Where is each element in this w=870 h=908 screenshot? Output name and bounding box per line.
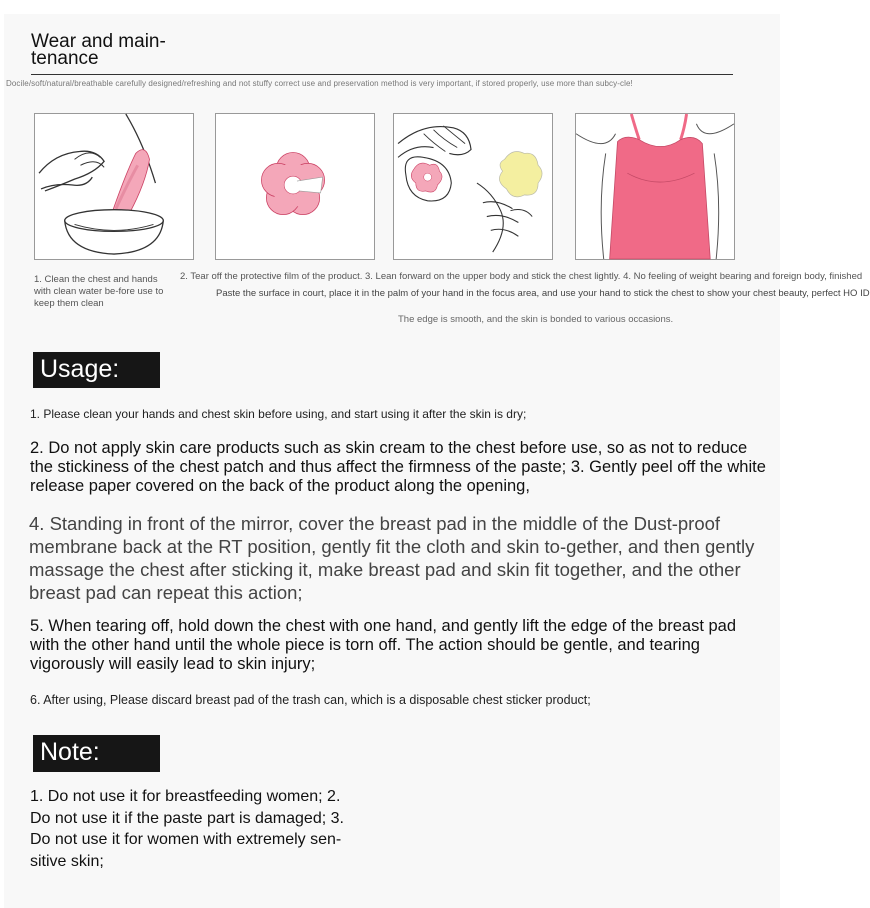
pink-top-image [576, 114, 734, 259]
step-2-illustration [215, 113, 375, 260]
page-title: Wear and main- tenance [31, 31, 166, 69]
step-1-caption: 1. Clean the chest and hands with clean water be-fore use to keep them clean [34, 274, 164, 309]
note-heading: Note: [33, 735, 160, 772]
usage-step-5: 5. When tearing off, hold down the chest with one hand, and gently lift the edge of the breast pad with the other hand until the whole piece is torn off. The action should be gentle, and tearing vigorously will easily lead to skin injury; [30, 617, 737, 673]
note-text: 1. Do not use it for breastfeeding women; 2. Do not use it if the paste part is damaged; 3. Do not use it for women with extremely sen-sitive skin; [30, 788, 344, 870]
washing-hands-image [35, 114, 193, 259]
intro-text: Docile/soft/natural/breathable carefully designed/refreshing and not stuffy correct use and preservation method is very important, if stored properly, use more than subcy-cle! [6, 79, 633, 88]
step-3-caption: Paste the surface in court, place it in the palm of your hand in the focus area, and use your hand to stick the chest to show your chest beauty, perfect HO ID [216, 288, 870, 299]
step-2-4-caption: 2. Tear off the protective film of the product. 3. Lean forward on the upper body and stick the chest lightly. 4. No feeling of weight bearing and foreign body, finished [180, 271, 863, 282]
usage-step-4: 4. Standing in front of the mirror, cover the breast pad in the middle of the Dust-proof membrane back at the RT position, gently fit the cloth and skin to-gether, and then gently massage the chest after sticking it, make breast pad and skin fit together, and the other breast pad can repeat this action; [29, 513, 755, 603]
step-4-caption: The edge is smooth, and the skin is bonded to various occasions. [398, 314, 674, 325]
pad-flower-image [216, 114, 374, 259]
title-divider [31, 74, 733, 75]
applying-pad-image [394, 114, 552, 259]
usage-step-6: 6. After using, Please discard breast pad of the trash can, which is a disposable chest sticker product; [30, 693, 591, 707]
step-4-illustration [575, 113, 735, 260]
usage-step-1: 1. Please clean your hands and chest skin before using, and start using it after the skin is dry; [30, 407, 527, 421]
step-3-illustration [393, 113, 553, 260]
usage-step-2-3: 2. Do not apply skin care products such as skin cream to the chest before use, so as not to reduce the stickiness of the chest patch and thus affect the firmness of the paste; 3. Gently peel off the white release paper covered on the back of the product along the opening, [30, 439, 766, 495]
usage-heading: Usage: [33, 352, 160, 388]
step-1-illustration [34, 113, 194, 260]
